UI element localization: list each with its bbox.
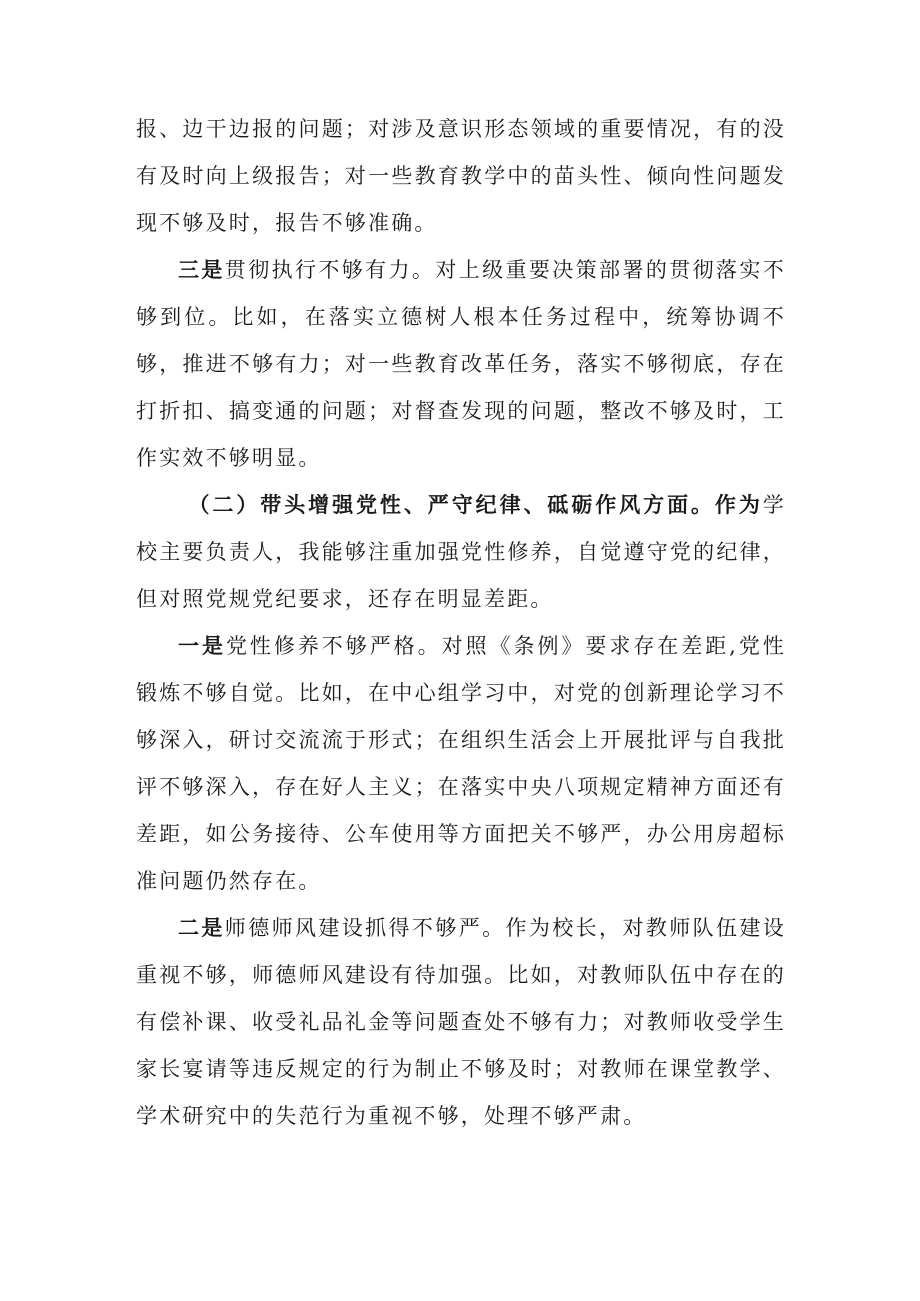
paragraph-continuation	[136, 106, 786, 247]
paragraph-text: 学校主要负责人，我能够注重加强党性修养，自觉遵守党的纪律，但对照党规党纪要求，还存在明显差距。	[136, 493, 786, 611]
paragraph-text: 贯彻执行不够有力。对上级重要决策部署的贯彻落实不够到位。比如，在落实立德树人根本任务过程中，统筹协调不够，推进不够有力；对一些教育改革任务，落实不够彻底，存在打折扣、搞变通的问题；对督查发现的问题，整改不够及时，工作实效不够明显。	[136, 258, 786, 470]
section-heading-paragraph	[136, 482, 786, 623]
paragraph-lead: 一是	[178, 634, 226, 658]
paragraph-point-three	[136, 247, 786, 482]
paragraph-text: 党性修养不够严格。对照《条例》要求存在差距,党性锻炼不够自觉。比如，在中心组学习中，对党的创新理论学习不够深入，研讨交流流于形式；在组织生活会上开展批评与自我批评不够深入，存在好人主义；在落实中央八项规定精神方面还有差距，如公务接待、公车使用等方面把关不够严，办公用房超标准问题仍然存在。	[136, 634, 786, 893]
paragraph-text: 师德师风建设抓得不够严。作为校长，对教师队伍建设重视不够，师德师风建设有待加强。比如，对教师队伍中存在的有偿补课、收受礼品礼金等问题查处不够有力；对教师收受学生家长宴请等违反规定的行为制止不够及时；对教师在课堂教学、学术研究中的失范行为重视不够，处理不够严肃。	[136, 916, 786, 1128]
section-heading: （二）带头增强党性、严守纪律、砥砺作风方面。作为	[188, 493, 763, 517]
paragraph-text: 报、边干边报的问题；对涉及意识形态领域的重要情况，有的没有及时向上级报告；对一些教育教学中的苗头性、倾向性问题发现不够及时，报告不够准确。	[136, 117, 786, 235]
paragraph-point-one	[136, 623, 786, 905]
paragraph-point-two	[136, 905, 786, 1140]
paragraph-lead: 二是	[178, 916, 225, 940]
document-body	[136, 106, 786, 1140]
paragraph-lead: 三是	[178, 258, 225, 282]
